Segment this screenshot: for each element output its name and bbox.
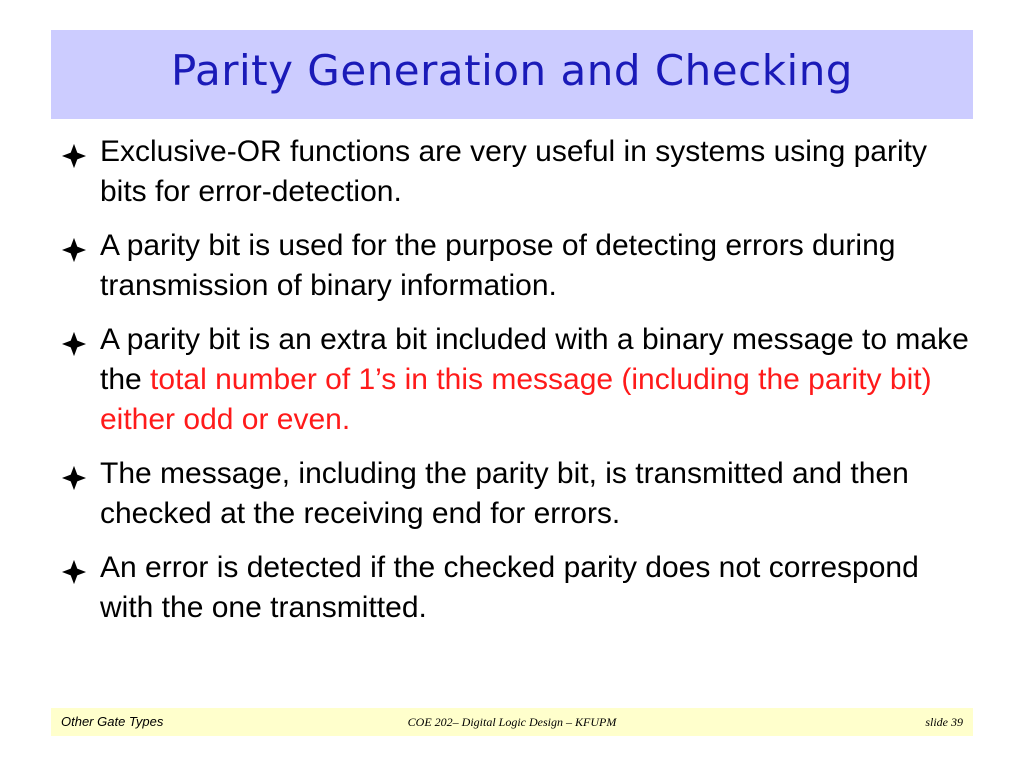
slide-number: slide 39 [925,715,963,729]
bullet-text: Exclusive-OR functions are very useful in systems using parity bits for error-detection. [100,135,927,208]
bullet-item [60,320,980,440]
title-bar [51,30,973,119]
diamond-bullet-icon [62,466,86,490]
bullet-item [60,132,980,212]
slide-title: Parity Generation and Checking [171,46,853,95]
bullet-text: A parity bit is an extra bit included with a binary message to make the [100,323,969,396]
diamond-bullet-icon [62,238,86,262]
footer-bar [51,708,973,736]
highlighted-text: total number of 1’s in this message (including the parity bit) either odd or even. [100,363,932,436]
bullet-text: The message, including the parity bit, is transmitted and then checked at the receiving end for errors. [100,457,909,530]
diamond-bullet-icon [62,144,86,168]
diamond-bullet-icon [62,560,86,584]
diamond-bullet-icon [62,332,86,356]
bullet-text: A parity bit is used for the purpose of detecting errors during transmission of binary information. [100,229,896,302]
footer-section-label: Other Gate Types [61,714,164,729]
bullet-text: An error is detected if the checked parity does not correspond with the one transmitted. [100,551,919,624]
bullet-item [60,548,980,628]
footer-course-label: COE 202– Digital Logic Design – KFUPM [407,715,617,729]
bullet-item [60,226,980,306]
bullet-item [60,454,980,534]
bullet-list [60,132,980,642]
